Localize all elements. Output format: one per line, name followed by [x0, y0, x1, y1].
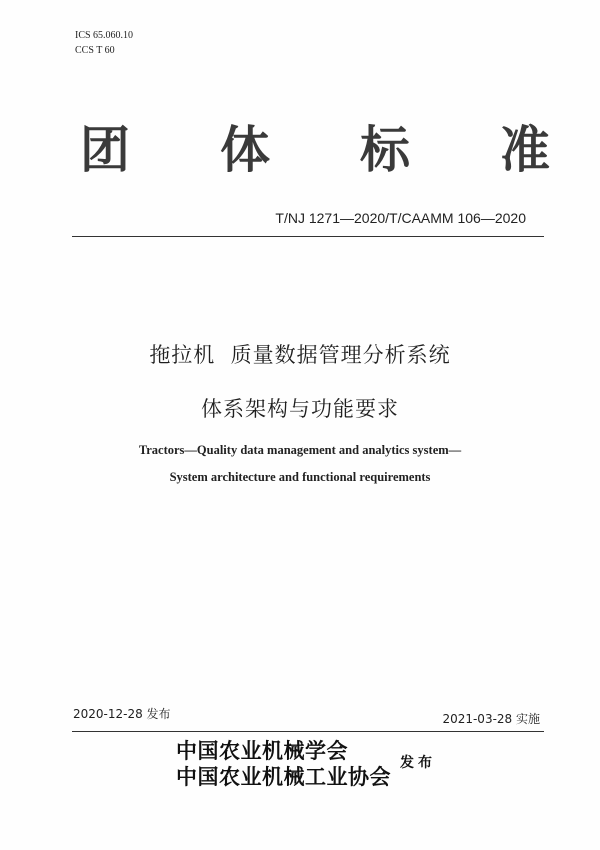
standard-type-char: 标: [360, 121, 410, 179]
classification-codes: [75, 28, 133, 58]
ccs-code: CCS T 60: [75, 45, 115, 56]
english-title-line-2: System architecture and functional requirements: [169, 470, 431, 484]
chinese-title-line-1: 拖拉机 质量数据管理分析系统: [149, 343, 451, 367]
standard-type-char: 体: [220, 121, 270, 179]
standard-type-title: [80, 118, 550, 182]
publisher-name-1: 中国农业机械学会: [176, 739, 348, 763]
standard-type-char: 团: [80, 121, 130, 179]
issue-date: 2020-12-28 发布: [73, 707, 171, 721]
header-divider: [72, 236, 544, 237]
ics-code: ICS 65.060.10: [75, 30, 134, 41]
standard-number: T/NJ 1271—2020/T/CAAMM 106—2020: [275, 210, 526, 226]
publisher-name-2: 中国农业机械工业协会: [176, 765, 391, 789]
publish-label: 发布: [400, 755, 436, 771]
footer-divider: [72, 731, 544, 732]
chinese-title-line-2: 体系架构与功能要求: [201, 397, 399, 421]
standard-type-char: 准: [500, 121, 550, 179]
implementation-date: 2021-03-28 实施: [442, 712, 540, 726]
english-title-line-1: Tractors—Quality data management and analytics system—: [138, 443, 462, 457]
